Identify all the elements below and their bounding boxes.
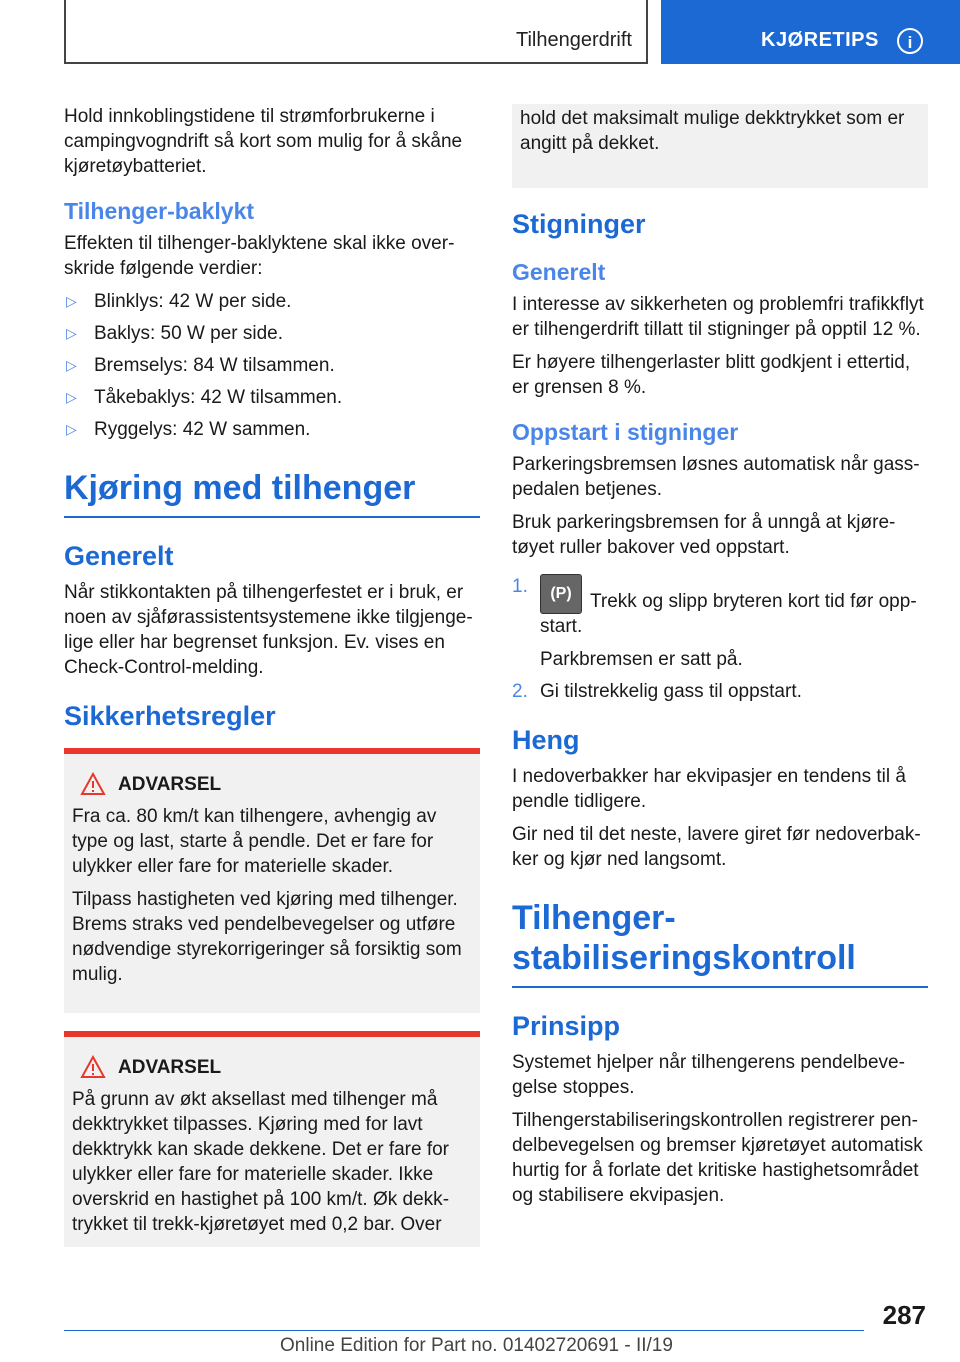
header-section-tab <box>64 0 648 64</box>
warning-title: ADVARSEL <box>118 1057 222 1078</box>
generelt-text: I interesse av sikkerheten og problemfri trafikkflyt er tilhengerdrift tillatt til stigninger på opptil 12 %. <box>512 294 924 340</box>
intro-paragraph: Hold innkoblingstidene til strømforbrukerne i campingvogndrift så kort som mulig for å skåne kjøretøybatteriet. <box>64 106 463 177</box>
header-chapter-tab[interactable] <box>661 0 960 64</box>
bulb-list <box>64 289 480 442</box>
list-item: ▷ Tåkebaklys: 42 W tilsammen. <box>66 387 343 408</box>
step-number: 1. <box>512 576 528 597</box>
warning-box <box>64 1031 480 1247</box>
list-item: 1. (P) Trekk og slipp bryteren kort tid før oppstart. Parkbremsen er satt på. <box>512 574 928 672</box>
warning-title: ADVARSEL <box>118 774 222 795</box>
warning-triangle-icon <box>80 772 106 796</box>
warning-text: hold det maksimalt mulige dekktrykket som er angitt på dekket. <box>520 108 905 154</box>
heng-text: I nedoverbakker har ekvipasjer en tendens til å pendle tidligere. <box>512 766 906 812</box>
prinsipp-text: Systemet hjelper når tilhengerens pendelbevegelse stoppes. <box>512 1052 905 1098</box>
oppstart-text: Bruk parkeringsbremsen for å unngå at kjøretøyet ruller bakover ved oppstart. <box>512 512 896 558</box>
left-column <box>64 104 480 1247</box>
baklykt-heading: Tilhenger-baklykt <box>64 198 255 224</box>
header-chapter-title: KJØRETIPS <box>761 29 879 51</box>
main-heading: Kjøring med tilhenger <box>64 468 480 518</box>
warning-text: Tilpass hastigheten ved kjøring med tilhenger. Brems straks ved pendelbevegelser og utføre nødvendige styrekorrigeringer så forsiktig som mulig. <box>72 889 462 985</box>
header-section-title: Tilhengerdrift <box>516 29 632 51</box>
warning-box <box>64 748 480 1013</box>
list-item: ▷ Baklys: 50 W per side. <box>66 323 284 344</box>
stigninger-heading: Stigninger <box>512 209 646 239</box>
prinsipp-text: Tilhengerstabiliseringskontrollen registrerer pendelbevegelsen og bremser kjøretøyet automatisk hurtig for å forlate det kritiske hastighetsområdet og stabilisere ekvipasjen. <box>512 1110 923 1206</box>
list-item: 2. Gi tilstrekkelig gass til oppstart. <box>512 681 802 702</box>
baklykt-text: Effekten til tilhenger-baklyktene skal ikke overskride følgende verdier: <box>64 233 455 279</box>
footer-edition: Online Edition for Part no. 01402720691 - II/19 <box>280 1335 673 1356</box>
list-item: ▷ Blinklys: 42 W per side. <box>66 291 292 312</box>
oppstart-text: Parkeringsbremsen løsnes automatisk når gasspedalen betjenes. <box>512 454 920 500</box>
page-number: 287 <box>882 1300 926 1330</box>
info-icon: i <box>897 28 923 54</box>
warning-text: På grunn av økt aksellast med tilhenger må dekktrykket tilpasses. Kjøring med for lavt dekktrykk kan skade dekkene. Det er fare for ulykker eller fare for materielle skader. Ikke overskrid en hastighet på 100 km/t. Øk dekktrykket til trekk-kjøretøyet med 0,2 bar. Over <box>72 1089 450 1235</box>
heng-heading: Heng <box>512 725 580 755</box>
oppstart-heading: Oppstart i stigninger <box>512 419 739 445</box>
heng-text: Gir ned til det neste, lavere giret før nedoverbakker og kjør ned langsomt. <box>512 824 921 870</box>
bullet-triangle-icon: ▷ <box>66 325 77 341</box>
generelt-heading: Generelt <box>64 541 174 571</box>
step-number: 2. <box>512 681 528 702</box>
step-result: Parkbremsen er satt på. <box>540 649 743 670</box>
bullet-triangle-icon: ▷ <box>66 357 77 373</box>
bullet-triangle-icon: ▷ <box>66 293 77 309</box>
tsk-heading: Tilhengerstabiliseringskontroll <box>512 898 928 988</box>
steps-list <box>512 574 928 704</box>
sikkerhet-heading: Sikkerhetsregler <box>64 701 276 731</box>
parking-brake-icon: (P) <box>540 574 582 614</box>
bullet-triangle-icon: ▷ <box>66 421 77 437</box>
list-item: ▷ Bremselys: 84 W tilsammen. <box>66 355 335 376</box>
warning-box-continued <box>512 104 928 188</box>
bullet-triangle-icon: ▷ <box>66 389 77 405</box>
list-item: ▷ Ryggelys: 42 W sammen. <box>66 419 311 440</box>
right-column <box>512 104 928 1216</box>
generelt-text: Når stikkontakten på tilhengerfestet er i bruk, er noen av sjåførassistentsystemene ikke tilgjengelige eller har begrenset funksjon. Ev. vises en Check-Control-melding. <box>64 582 473 678</box>
generelt-heading: Generelt <box>512 259 606 285</box>
prinsipp-heading: Prinsipp <box>512 1011 621 1041</box>
footer-divider <box>64 1330 864 1331</box>
warning-text: Fra ca. 80 km/t kan tilhengere, avhengig av type og last, starte å pendle. Det er fare for ulykker eller fare for materielle skader. <box>72 806 437 877</box>
warning-triangle-icon <box>80 1055 106 1079</box>
generelt-text: Er høyere tilhengerlaster blitt godkjent i ettertid, er grensen 8 %. <box>512 352 911 398</box>
